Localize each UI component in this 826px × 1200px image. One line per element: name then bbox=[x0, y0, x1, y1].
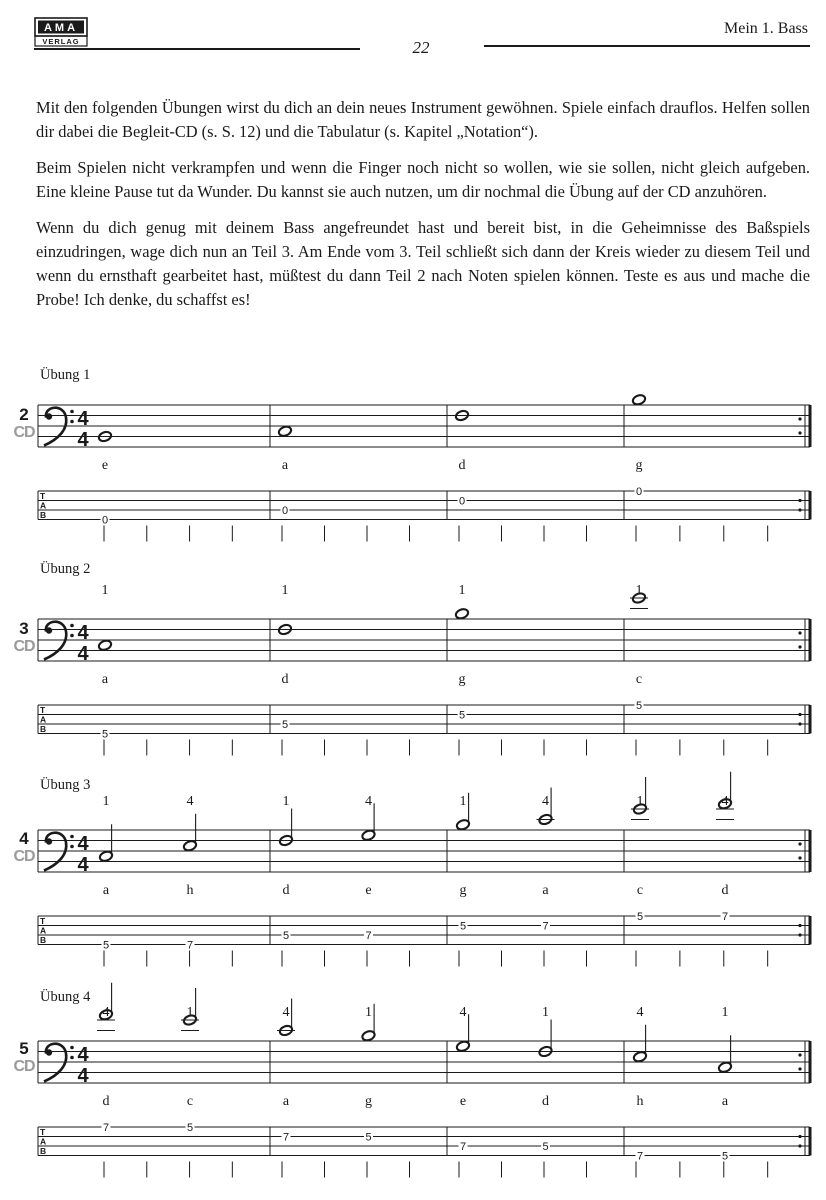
note-name: d bbox=[721, 883, 729, 898]
time-signature-denominator: 4 bbox=[77, 429, 89, 451]
tab-fret-number: 0 bbox=[101, 514, 109, 527]
repeat-dot bbox=[798, 1135, 801, 1138]
repeat-dot bbox=[798, 933, 801, 936]
tab-fret-number: 5 bbox=[282, 930, 290, 942]
cd-track-number: 3 bbox=[19, 619, 29, 638]
note-name: e bbox=[365, 883, 372, 898]
bass-clef-icon bbox=[70, 634, 74, 638]
bass-clef-icon bbox=[70, 1046, 74, 1050]
time-signature-numerator: 4 bbox=[77, 622, 89, 644]
tab-fret-number: 7 bbox=[721, 911, 729, 923]
note-name: a bbox=[281, 458, 289, 473]
fingering-number: 1 bbox=[635, 583, 643, 598]
tab-label: T bbox=[40, 705, 46, 715]
tab-label: A bbox=[40, 925, 47, 936]
note-name: d bbox=[281, 672, 289, 687]
bass-clef-icon bbox=[70, 410, 74, 414]
tab-fret-number: 7 bbox=[459, 1141, 467, 1153]
repeat-dot bbox=[798, 1067, 801, 1070]
cd-track-number: 5 bbox=[19, 1039, 29, 1058]
whole-note bbox=[278, 425, 293, 437]
note-name: a bbox=[102, 883, 110, 898]
repeat-dot bbox=[798, 645, 801, 648]
exercise-label: Übung 1 bbox=[40, 367, 91, 383]
repeat-dot bbox=[798, 508, 801, 511]
fingering-number: 1 bbox=[186, 1005, 194, 1020]
bass-clef-icon bbox=[70, 420, 74, 424]
repeat-dot bbox=[798, 417, 801, 420]
note-name: a bbox=[282, 1094, 290, 1109]
time-signature-numerator: 4 bbox=[77, 833, 89, 855]
note-name: d bbox=[458, 458, 466, 473]
repeat-dot bbox=[798, 842, 801, 845]
tab-fret-number: 5 bbox=[101, 728, 109, 741]
tab-label: A bbox=[40, 1136, 47, 1147]
repeat-dot bbox=[798, 631, 801, 634]
tab-fret-number: 7 bbox=[282, 1131, 290, 1144]
cd-icon: CD bbox=[13, 424, 35, 441]
tab-fret-number: 5 bbox=[721, 1150, 729, 1163]
bass-clef-icon bbox=[70, 1056, 74, 1060]
tab-fret-number: 5 bbox=[635, 700, 643, 712]
fingering-number: 4 bbox=[636, 1005, 644, 1020]
fingering-number: 4 bbox=[542, 794, 549, 809]
bass-clef-icon bbox=[70, 845, 74, 849]
tab-label: T bbox=[40, 491, 46, 501]
fingering-number: 4 bbox=[459, 1005, 467, 1020]
note-name: d bbox=[542, 1094, 549, 1109]
fingering-number: 1 bbox=[458, 583, 466, 598]
tab-fret-number: 7 bbox=[542, 920, 549, 933]
bass-clef-icon bbox=[44, 622, 66, 660]
bass-clef-icon bbox=[44, 408, 66, 446]
whole-note bbox=[632, 394, 647, 406]
repeat-dot bbox=[798, 722, 801, 725]
note-name: g bbox=[635, 458, 643, 473]
book-title: Mein 1. Bass bbox=[724, 20, 808, 37]
time-signature-numerator: 4 bbox=[77, 408, 89, 430]
tab-fret-number: 0 bbox=[458, 495, 466, 508]
fingering-number: 4 bbox=[365, 794, 372, 809]
repeat-dot bbox=[798, 499, 801, 502]
repeat-dot bbox=[798, 1144, 801, 1147]
tab-fret-number: 5 bbox=[636, 911, 644, 923]
bass-clef-icon bbox=[44, 833, 66, 871]
fingering-number: 4 bbox=[282, 1005, 290, 1020]
note-name: e bbox=[459, 1094, 467, 1109]
bass-clef-icon bbox=[70, 624, 74, 628]
whole-note bbox=[455, 608, 470, 620]
repeat-dot bbox=[798, 924, 801, 927]
bass-clef-icon bbox=[46, 627, 52, 633]
fingering-number: 4 bbox=[186, 794, 194, 809]
cd-icon: CD bbox=[13, 638, 35, 655]
cd-icon: CD bbox=[13, 848, 35, 865]
repeat-dot bbox=[798, 1053, 801, 1056]
note-name: a bbox=[721, 1094, 729, 1109]
intro-paragraph: Wenn du dich genug mit deinem Bass angefreundet hast und bereit bist, in die Geheimnisse des Baßspiels einzudringen, wage dich nun an Teil 3. Am Ende vom 3. Teil schließt sich dann der Kreis wieder zu diesem Teil und wenn du ernsthaft gearbeitet hast, müßtest du dann Teil 2 nach Noten spielen können. Teste es aus und mache die Probe! Ich denke, du schaffst es! bbox=[36, 218, 810, 309]
fingering-number: 1 bbox=[282, 794, 290, 809]
fingering-number: 1 bbox=[365, 1005, 372, 1020]
tab-label: B bbox=[40, 935, 47, 945]
bass-clef-icon bbox=[46, 413, 52, 419]
note-name: g bbox=[365, 1094, 372, 1109]
fingering-number: 1 bbox=[101, 583, 109, 598]
tab-fret-number: 7 bbox=[186, 939, 194, 952]
tab-fret-number: 5 bbox=[365, 1131, 372, 1144]
fingering-number: 1 bbox=[102, 794, 110, 809]
tab-fret-number: 5 bbox=[281, 719, 289, 731]
svg-text:VERLAG: VERLAG bbox=[42, 37, 80, 46]
time-signature-denominator: 4 bbox=[77, 1065, 89, 1087]
exercise-label: Übung 4 bbox=[40, 989, 91, 1005]
repeat-dot bbox=[798, 431, 801, 434]
tab-label: B bbox=[40, 724, 47, 734]
tab-label: B bbox=[40, 510, 47, 520]
bass-clef-icon bbox=[46, 1049, 52, 1055]
fingering-number: 1 bbox=[459, 794, 467, 809]
cd-track-number: 2 bbox=[19, 405, 29, 424]
fingering-number: 4 bbox=[721, 794, 729, 809]
note-name: d bbox=[282, 883, 290, 898]
note-name: d bbox=[102, 1094, 110, 1109]
bass-clef-icon bbox=[70, 835, 74, 839]
bass-clef-icon bbox=[44, 1044, 66, 1082]
note-name: c bbox=[635, 672, 643, 687]
note-name: c bbox=[636, 883, 644, 898]
fingering-number: 1 bbox=[721, 1005, 729, 1020]
tab-label: A bbox=[40, 500, 47, 511]
repeat-dot bbox=[798, 856, 801, 859]
fingering-number: 1 bbox=[636, 794, 644, 809]
intro-paragraph: Beim Spielen nicht verkrampfen und wenn die Finger noch nicht so wollen, wie sie sollen, nicht gleich aufgeben. Eine kleine Pause tut da Wunder. Du kannst sie auch nutzen, um dir nochmal die Übung auf der CD anzuhören. bbox=[36, 158, 810, 201]
svg-text:AMA: AMA bbox=[43, 22, 79, 34]
note-name: e bbox=[101, 458, 109, 473]
note-name: c bbox=[186, 1094, 194, 1109]
tab-fret-number: 0 bbox=[635, 486, 643, 498]
repeat-dot bbox=[798, 713, 801, 716]
note-name: h bbox=[186, 883, 194, 898]
tab-fret-number: 5 bbox=[459, 920, 467, 933]
note-name: g bbox=[458, 672, 466, 687]
fingering-number: 4 bbox=[102, 1005, 110, 1020]
tab-fret-number: 7 bbox=[102, 1122, 110, 1134]
bass-clef-icon bbox=[46, 838, 52, 844]
tab-label: T bbox=[40, 1127, 46, 1137]
cd-icon: CD bbox=[13, 1058, 35, 1075]
tab-fret-number: 5 bbox=[186, 1122, 194, 1134]
tab-fret-number: 5 bbox=[102, 939, 110, 952]
tab-label: B bbox=[40, 1146, 47, 1156]
tab-fret-number: 0 bbox=[281, 505, 289, 517]
tab-label: A bbox=[40, 714, 47, 725]
note-name: a bbox=[542, 883, 549, 898]
fingering-number: 1 bbox=[281, 583, 289, 598]
tab-fret-number: 7 bbox=[636, 1150, 644, 1163]
time-signature-denominator: 4 bbox=[77, 854, 89, 876]
tab-fret-number: 5 bbox=[542, 1141, 549, 1153]
note-name: h bbox=[636, 1094, 644, 1109]
tab-fret-number: 5 bbox=[458, 709, 466, 722]
time-signature-denominator: 4 bbox=[77, 643, 89, 665]
exercise-label: Übung 2 bbox=[40, 561, 91, 577]
whole-note bbox=[98, 639, 113, 651]
exercise-label: Übung 3 bbox=[40, 777, 91, 793]
cd-track-number: 4 bbox=[19, 829, 29, 848]
note-name: g bbox=[459, 883, 467, 898]
time-signature-numerator: 4 bbox=[77, 1044, 89, 1066]
intro-paragraph: Mit den folgenden Übungen wirst du dich an dein neues Instrument gewöhnen. Spiele einfach drauflos. Helfen sollen dir dabei die Begleit-CD (s. S. 12) und die Tabulatur (s. Kapitel „Notation“). bbox=[36, 98, 810, 141]
fingering-number: 1 bbox=[542, 1005, 549, 1020]
tab-label: T bbox=[40, 916, 46, 926]
note-name: a bbox=[101, 672, 109, 687]
page-number: 22 bbox=[412, 38, 430, 57]
tab-fret-number: 7 bbox=[365, 930, 372, 942]
